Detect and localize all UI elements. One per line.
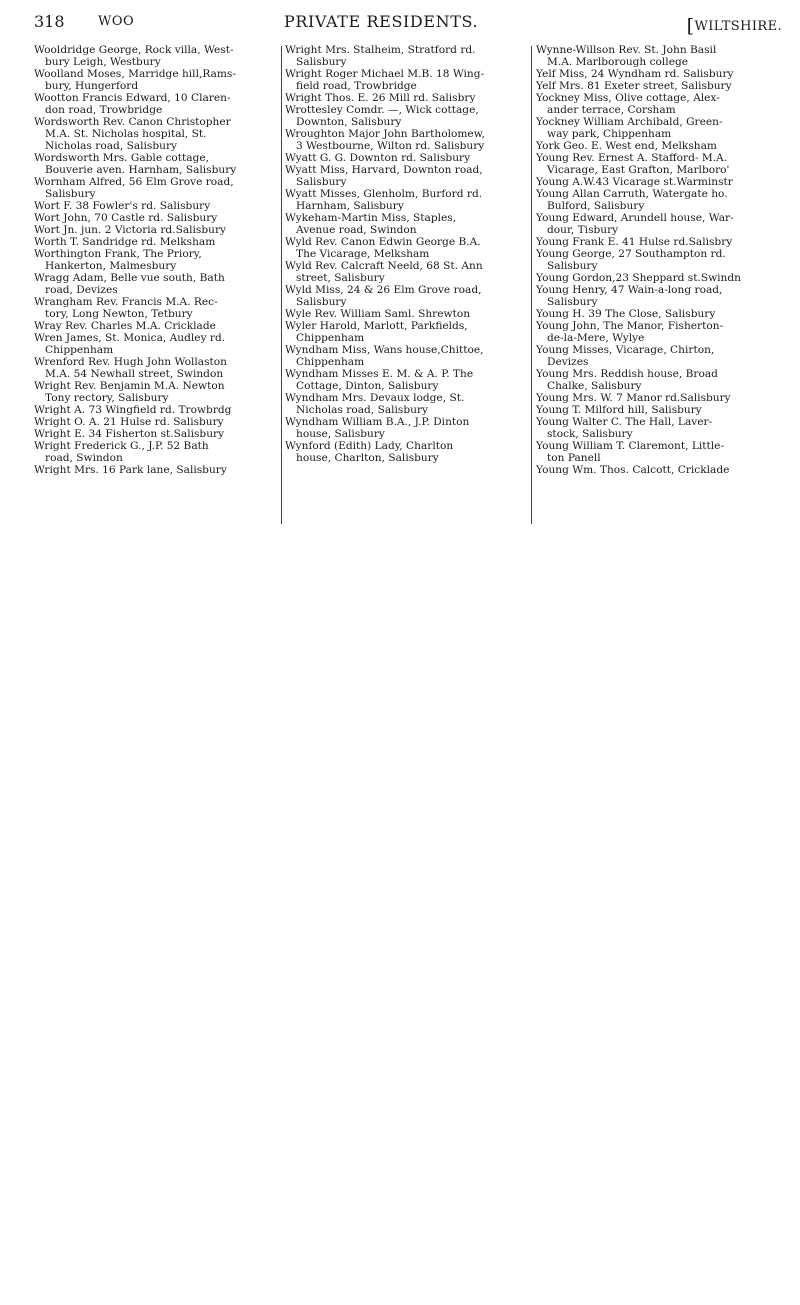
resident-address-line: stock, Salisbury [547,428,633,440]
resident-name-line: Woolland Moses, Marridge hill,Rams- [34,68,236,80]
resident-name-line: Wright Thos. E. 26 Mill rd. Salisbry [285,92,476,104]
resident-name-line: Wyld Miss, 24 & 26 Elm Grove road, [285,284,482,296]
resident-address-line: Tony rectory, Salisbury [45,392,169,404]
resident-name-line: Young T. Milford hill, Salisbury [536,404,702,416]
resident-address-line: house, Salisbury [296,428,385,440]
resident-entry [536,212,780,236]
resident-entry [34,212,277,224]
resident-name-line: Young William T. Claremont, Little- [536,440,725,452]
resident-entry [536,116,780,140]
resident-entry [285,308,528,320]
resident-name-line: Wyld Rev. Calcraft Neeld, 68 St. Ann [285,260,483,272]
resident-address-line: dour, Tisbury [547,224,619,236]
resident-address-line: ander terrace, Corsham [547,104,676,116]
resident-entry [536,368,780,392]
resident-name-line: Wrangham Rev. Francis M.A. Rec- [34,296,218,308]
resident-address-line: Cottage, Dinton, Salisbury [296,380,439,392]
resident-address-line: Hankerton, Malmesbury [45,260,177,272]
resident-entry [536,188,780,212]
resident-address-line: Devizes [547,356,589,368]
resident-name-line: Wragg Adam, Belle vue south, Bath [34,272,225,284]
county-heading [687,13,782,35]
resident-address-line: Nicholas road, Salisbury [296,404,429,416]
resident-name-line: Wykeham-Martin Miss, Staples, [285,212,457,224]
column-divider [281,46,282,524]
resident-entry [536,416,780,440]
resident-entry [34,464,277,476]
resident-name-line: Young Walter C. The Hall, Laver- [536,416,713,428]
resident-address-line: Chippenham [296,356,365,368]
resident-entry [34,416,277,428]
resident-name-line: Wright Mrs. Stalheim, Stratford rd. [285,44,476,56]
resident-entry [285,104,528,128]
resident-entry [285,344,528,368]
page-title: PRIVATE RESIDENTS. [284,12,479,31]
resident-address-line: M.A. Marlborough college [547,56,689,68]
resident-name-line: Wyatt G. G. Downton rd. Salisbury [285,152,471,164]
resident-name-line: Wort F. 38 Fowler's rd. Salisbury [34,200,211,212]
resident-name-line: Yelf Mrs. 81 Exeter street, Salisbury [536,80,732,92]
resident-entry [536,440,780,464]
resident-address-line: Salisbury [296,56,347,68]
resident-entry [34,176,277,200]
resident-name-line: Wright Frederick G., J.P. 52 Bath [34,440,209,452]
resident-entry [536,176,780,188]
county-name: WILTSHIRE. [694,19,782,34]
resident-name-line: Wright Roger Michael M.B. 18 Wing- [285,68,485,80]
resident-name-line: Young Mrs. Reddish house, Broad [536,368,718,380]
resident-name-line: Wren James, St. Monica, Audley rd. [34,332,226,344]
resident-address-line: ton Panell [547,452,601,464]
resident-name-line: Young Edward, Arundell house, War- [536,212,734,224]
bracket-mark: [ [686,15,695,37]
resident-entry [34,44,277,68]
resident-entry [536,392,780,404]
resident-entry [536,140,780,152]
resident-entry [285,416,528,440]
resident-entry [34,152,277,176]
resident-name-line: Wright A. 73 Wingfield rd. Trowbrdg [34,404,232,416]
resident-address-line: bury, Hungerford [45,80,139,92]
resident-name-line: Worthington Frank, The Priory, [34,248,202,260]
resident-address-line: Chalke, Salisbury [547,380,642,392]
resident-name-line: Wyndham Misses E. M. & A. P. The [285,368,474,380]
resident-entry [285,440,528,464]
resident-entry [34,224,277,236]
resident-name-line: Young Gordon,23 Sheppard st.Swindn [536,272,741,284]
resident-entry [536,44,780,68]
resident-name-line: Yockney Miss, Olive cottage, Alex- [536,92,720,104]
resident-name-line: Worth T. Sandridge rd. Melksham [34,236,216,248]
resident-entry [285,44,528,68]
resident-entry [34,404,277,416]
guide-word: WOO [98,14,135,29]
column-divider [531,46,532,524]
resident-address-line: 3 Westbourne, Wilton rd. Salisbury [296,140,485,152]
resident-address-line: road, Devizes [45,284,118,296]
resident-entry [34,92,277,116]
resident-entry [536,68,780,80]
resident-name-line: Wynne-Willson Rev. St. John Basil [536,44,717,56]
column-1 [34,44,277,526]
resident-address-line: M.A. St. Nicholas hospital, St. [45,128,207,140]
resident-entry [536,320,780,344]
resident-address-line: Salisbury [547,296,598,308]
resident-entry [285,128,528,152]
resident-name-line: York Geo. E. West end, Melksham [536,140,717,152]
resident-address-line: house, Charlton, Salisbury [296,452,439,464]
resident-name-line: Wrottesley Comdr. —, Wick cottage, [285,104,479,116]
resident-address-line: Nicholas road, Salisbury [45,140,178,152]
resident-entry [285,68,528,92]
resident-name-line: Young Rev. Ernest A. Stafford- M.A. [536,152,728,164]
resident-entry [536,344,780,368]
resident-entry [34,428,277,440]
resident-address-line: M.A. 54 Newhall street, Swindon [45,368,224,380]
resident-address-line: Chippenham [45,344,114,356]
resident-name-line: Wyler Harold, Marlott, Parkfields, [285,320,468,332]
column-3 [536,44,780,526]
resident-name-line: Wroughton Major John Bartholomew, [285,128,485,140]
column-2 [285,44,528,526]
resident-name-line: Young Wm. Thos. Calcott, Cricklade [536,464,730,476]
resident-entry [285,212,528,236]
resident-entry [34,332,277,356]
resident-name-line: Wyndham William B.A., J.P. Dinton [285,416,470,428]
resident-entry [536,272,780,284]
resident-name-line: Wooldridge George, Rock villa, West- [34,44,234,56]
resident-address-line: Salisbury [45,188,96,200]
resident-address-line: Salisbury [296,176,347,188]
resident-address-line: Harnham, Salisbury [296,200,404,212]
page-number: 318 [34,12,65,31]
resident-entry [285,260,528,284]
resident-entry [285,152,528,164]
resident-entry [536,80,780,92]
resident-address-line: don road, Trowbridge [45,104,163,116]
resident-address-line: Bouverie aven. Harnham, Salisbury [45,164,237,176]
resident-address-line: de-la-Mere, Wylye [547,332,645,344]
resident-entry [536,152,780,176]
resident-name-line: Young John, The Manor, Fisherton- [536,320,724,332]
resident-name-line: Wordsworth Rev. Canon Christopher [34,116,231,128]
resident-name-line: Wynford (Edith) Lady, Charlton [285,440,454,452]
resident-name-line: Wootton Francis Edward, 10 Claren- [34,92,231,104]
resident-name-line: Yockney William Archibald, Green- [536,116,723,128]
resident-address-line: street, Salisbury [296,272,385,284]
resident-entry [536,236,780,248]
resident-entry [536,464,780,476]
resident-entry [285,320,528,344]
resident-entry [536,404,780,416]
resident-entry [34,356,277,380]
resident-address-line: Avenue road, Swindon [296,224,417,236]
resident-address-line: Salisbury [547,260,598,272]
resident-address-line: Bulford, Salisbury [547,200,645,212]
resident-entry [285,284,528,308]
resident-entry [34,68,277,92]
resident-name-line: Young Allan Carruth, Watergate ho. [536,188,728,200]
resident-name-line: Wyatt Miss, Harvard, Downton road, [285,164,483,176]
resident-name-line: Young Henry, 47 Wain-a-long road, [536,284,723,296]
resident-entry [536,284,780,308]
resident-name-line: Wort John, 70 Castle rd. Salisbury [34,212,218,224]
resident-entry [285,392,528,416]
residents-columns [34,44,782,526]
page-header [34,12,782,38]
resident-name-line: Wright O. A. 21 Hulse rd. Salisbury [34,416,224,428]
resident-entry [34,248,277,272]
resident-address-line: bury Leigh, Westbury [45,56,161,68]
resident-entry [285,92,528,104]
resident-name-line: Wordsworth Mrs. Gable cottage, [34,152,210,164]
resident-entry [285,164,528,188]
resident-entry [285,236,528,260]
resident-entry [34,380,277,404]
resident-name-line: Wornham Alfred, 56 Elm Grove road, [34,176,234,188]
resident-name-line: Wyatt Misses, Glenholm, Burford rd. [285,188,483,200]
resident-entry [536,248,780,272]
resident-name-line: Young A.W.43 Vicarage st.Warminstr [536,176,733,188]
resident-entry [34,440,277,464]
resident-entry [34,200,277,212]
resident-name-line: Wray Rev. Charles M.A. Cricklade [34,320,216,332]
resident-address-line: way park, Chippenham [547,128,672,140]
resident-entry [536,308,780,320]
resident-entry [285,368,528,392]
resident-address-line: The Vicarage, Melksham [296,248,430,260]
resident-name-line: Wyld Rev. Canon Edwin George B.A. [285,236,481,248]
resident-entry [34,236,277,248]
resident-address-line: tory, Long Newton, Tetbury [45,308,193,320]
resident-entry [34,320,277,332]
resident-name-line: Wort Jn. jun. 2 Victoria rd.Salisbury [34,224,227,236]
resident-name-line: Young Frank E. 41 Hulse rd.Salisbry [536,236,733,248]
resident-name-line: Young Mrs. W. 7 Manor rd.Salisbury [536,392,731,404]
resident-name-line: Wright E. 34 Fisherton st.Salisbury [34,428,225,440]
resident-name-line: Wyndham Miss, Wans house,Chittoe, [285,344,484,356]
resident-name-line: Wright Mrs. 16 Park lane, Salisbury [34,464,227,476]
resident-name-line: Young Misses, Vicarage, Chirton, [536,344,715,356]
resident-entry [34,116,277,152]
resident-name-line: Wyle Rev. William Saml. Shrewton [285,308,471,320]
resident-name-line: Yelf Miss, 24 Wyndham rd. Salisbury [536,68,734,80]
resident-entry [536,92,780,116]
resident-name-line: Wyndham Mrs. Devaux lodge, St. [285,392,465,404]
resident-name-line: Wright Rev. Benjamin M.A. Newton [34,380,225,392]
resident-name-line: Wrenford Rev. Hugh John Wollaston [34,356,227,368]
resident-entry [34,272,277,296]
resident-address-line: Vicarage, East Grafton, Marlboro' [547,164,730,176]
resident-entry [285,188,528,212]
resident-address-line: Downton, Salisbury [296,116,402,128]
resident-address-line: field road, Trowbridge [296,80,417,92]
resident-address-line: road, Swindon [45,452,123,464]
resident-address-line: Chippenham [296,332,365,344]
resident-address-line: Salisbury [296,296,347,308]
resident-entry [34,296,277,320]
resident-name-line: Young H. 39 The Close, Salisbury [536,308,716,320]
resident-name-line: Young George, 27 Southampton rd. [536,248,726,260]
